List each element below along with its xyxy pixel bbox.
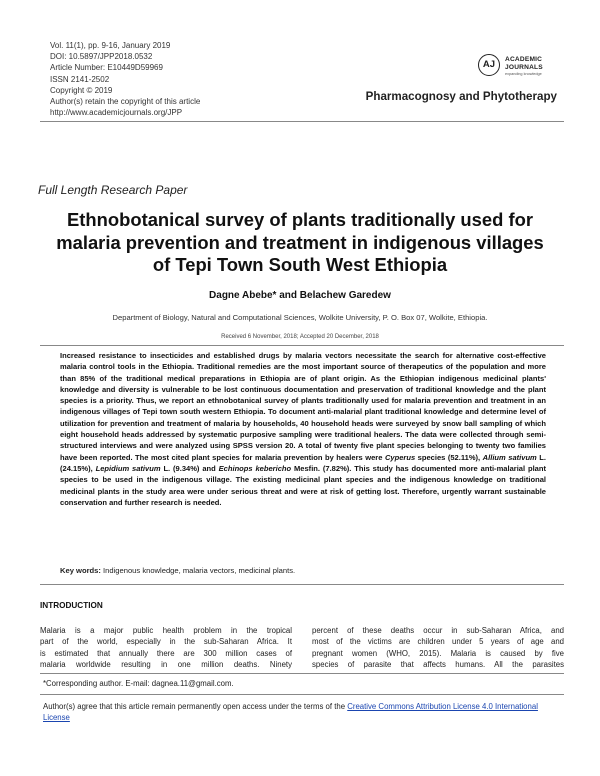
abstract	[60, 350, 546, 508]
section-heading-introduction: INTRODUCTION	[40, 601, 103, 610]
title-line: of Tepi Town South West Ethiopia	[152, 254, 448, 275]
keywords-divider	[40, 584, 564, 585]
header-divider	[40, 121, 564, 122]
license-notice	[43, 701, 558, 723]
footnote-divider	[40, 673, 564, 674]
intro-right-column	[312, 625, 564, 670]
body-line: percent of these deaths occur in sub-Saharan Africa, and	[312, 626, 564, 635]
meta-url[interactable]: http://www.academicjournals.org/JPP	[50, 108, 183, 118]
logo-name-line-1: ACADEMIC	[505, 56, 543, 63]
species-name: Allium sativum	[482, 452, 537, 462]
meta-doi: DOI: 10.5897/JPP2018.0532	[50, 52, 153, 62]
abstract-text: Increased resistance to insecticides and established drugs by malaria vectors necessitate the search for alternative cost-effective malaria control tools in the Ethiopia. Traditional remedies are the most important source of therapeutics of the population and more than 85% of the traditional medical preparations in Ethiopia are of plant origin. As the Ethiopian indigenous medicinal plants' knowledge and diversity is vulnerable to be lost continuous documentation and preservation of traditional knowledge and the plant species is a priority. Thus, we report an ethnobotanical survey of plants traditionally used for malaria prevention and treatment in an indigenous villages of Tepi town south western Ethiopia. To document anti-malarial plant traditional knowledge and determine level of utilization for prevention and treatment of malaria by households, 40 household heads were surveyed by snow ball sampling of which eight household heads addressed by systematic purposive sampling were traditional healers. The data were collected through semi-structured interviews and were analyzed using SPSS version 20. A total of twenty five plant species belonging to twenty two families have been reported. The most cited plant species for malaria prevention by healers were	[60, 351, 546, 462]
meta-article-number: Article Number: E10449D59969	[50, 63, 163, 73]
title-line: Ethnobotanical survey of plants traditionally used for	[67, 209, 533, 230]
received-dates: Received 6 November, 2018; Accepted 20 December, 2018	[221, 334, 379, 340]
article-title	[36, 209, 564, 277]
body-line: most of the victims are children under 5 years of age and	[312, 637, 564, 647]
body-line: malaria worldwide resulting in one million deaths. Ninety	[40, 659, 292, 669]
species-name: Echinops kebericho	[218, 463, 292, 473]
academic-journals-logo	[478, 52, 558, 82]
keywords	[60, 566, 295, 575]
affiliation: Department of Biology, Natural and Computational Sciences, Wolkite University, P. O. Box 07, Wolkite, Ethiopia.	[112, 313, 488, 322]
body-line: species of parasite that affects humans. All the parasites	[312, 659, 564, 669]
logo-name-line-2: JOURNALS	[505, 63, 543, 71]
species-name: Cyperus	[384, 452, 416, 462]
body-line: pregnant women (WHO, 2015). Malaria is caused by five	[312, 648, 564, 658]
abstract-text: species (52.11%),	[415, 452, 483, 462]
meta-issn: ISSN 2141-2502	[50, 74, 110, 84]
logo-tagline: expanding knowledge	[505, 72, 542, 76]
meta-rights: Author(s) retain the copyright of this article	[50, 97, 201, 107]
license-divider	[40, 694, 564, 695]
article-meta	[50, 40, 200, 118]
aj-logo-icon: AJ	[478, 54, 500, 76]
abstract-text: L. (9.34%) and	[160, 463, 219, 473]
meta-volume: Vol. 11(1), pp. 9-16, January 2019	[50, 41, 171, 50]
journal-name: Pharmacognosy and Phytotherapy	[365, 90, 557, 103]
corresponding-author: *Corresponding author. E-mail: dagnea.11@gmail.com.	[43, 679, 234, 688]
authors: Dagne Abebe* and Belachew Garedew	[209, 290, 391, 301]
keywords-text: Indigenous knowledge, malaria vectors, medicinal plants.	[100, 566, 296, 575]
species-name: Lepidium sativum	[95, 463, 161, 473]
keywords-label: Key words:	[60, 566, 101, 575]
abstract-text: Mesfin. (7.82%). This study has documented more anti-malarial plant species to be used in the indigenous village. The existing medicinal plant species and the indigenous knowledge on traditional medicinal plants in the study area were under serious threat and were at risk of getting lost. Therefore, urgently warrant sustainable conservation and further research is needed.	[60, 463, 546, 507]
body-line: part of the world, especially in the sub-Saharan Africa. It	[40, 637, 292, 647]
body-line: Malaria is a major public health problem in the tropical	[40, 626, 292, 635]
title-line: malaria prevention and treatment in indigenous villages	[56, 231, 544, 253]
abstract-text: L. (24.15%),	[60, 452, 546, 473]
meta-copyright: Copyright © 2019	[50, 85, 113, 95]
license-text: Author(s) agree that this article remain permanently open access under the terms of the	[43, 702, 348, 711]
logo-name	[505, 56, 543, 71]
paper-type: Full Length Research Paper	[38, 183, 188, 197]
license-link[interactable]: Creative Commons Attribution License 4.0 International License	[43, 702, 538, 722]
intro-left-column	[40, 625, 292, 670]
body-line: is estimated that annually there are 300 million cases of	[40, 648, 292, 658]
abstract-top-divider	[40, 345, 564, 346]
